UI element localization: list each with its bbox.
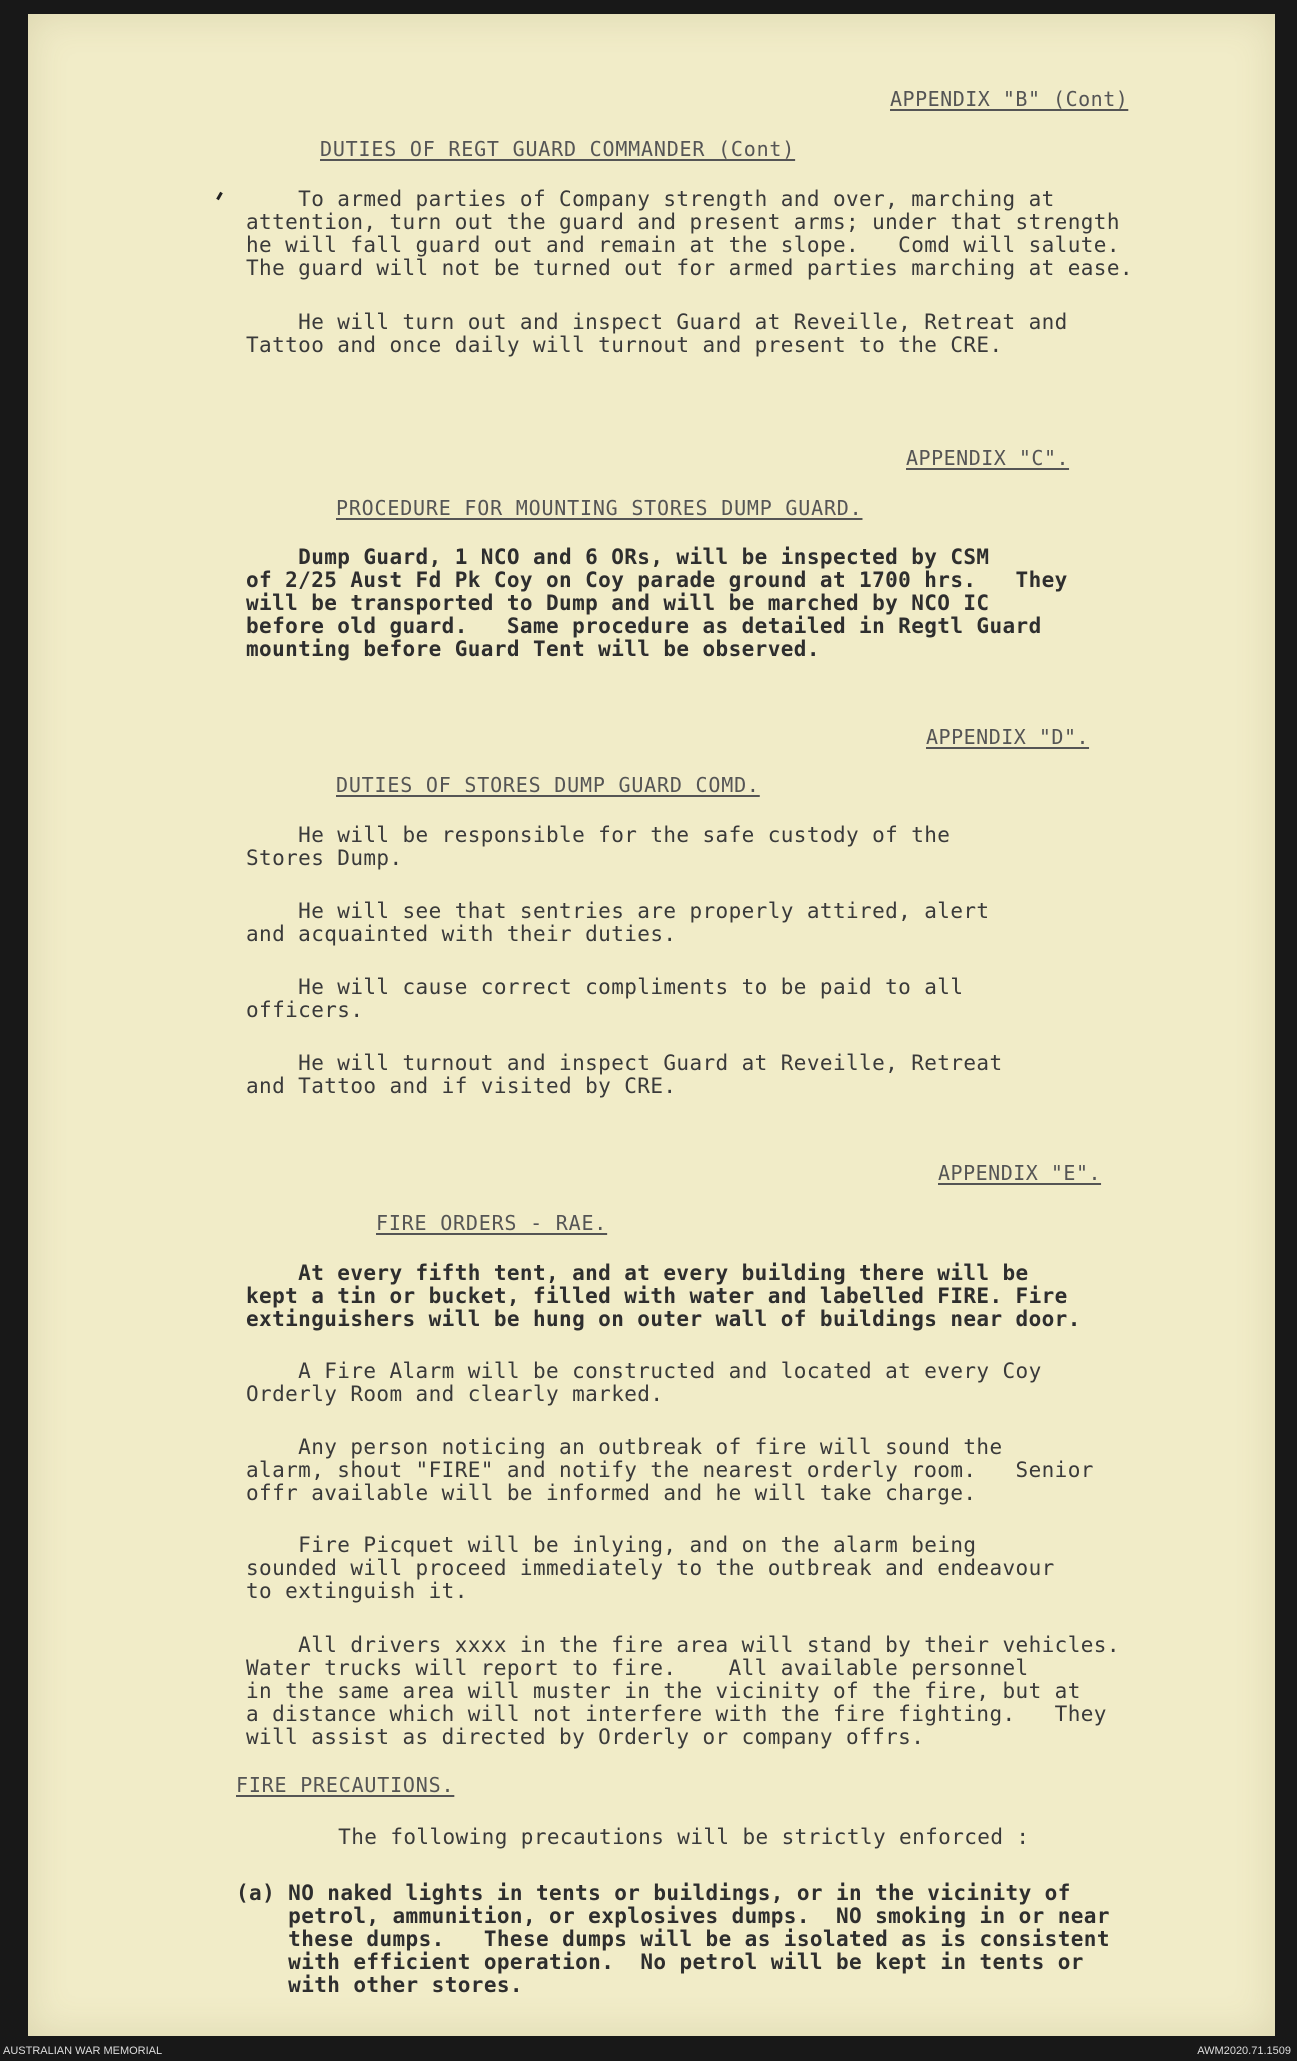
text-line: Dump Guard, 1 NCO and 6 ORs, will be inspected by CSM bbox=[246, 545, 990, 569]
text-line: Water trucks will report to fire. All available personnel bbox=[246, 1656, 1029, 1680]
text-line: Orderly Room and clearly marked. bbox=[246, 1382, 664, 1406]
document-page bbox=[28, 14, 1275, 2036]
appendix-b-label: APPENDIX "B" (Cont) bbox=[890, 87, 1129, 111]
text-line: The guard will not be turned out for armed parties marching at ease. bbox=[246, 256, 1133, 280]
fire-precautions-heading: FIRE PRECAUTIONS. bbox=[236, 1773, 455, 1797]
fire-precautions-intro: The following precautions will be strictly enforced : bbox=[286, 1825, 1030, 1849]
text-line: Stores Dump. bbox=[246, 846, 403, 870]
appendix-d-heading: DUTIES OF STORES DUMP GUARD COMD. bbox=[336, 773, 760, 797]
text-line: A Fire Alarm will be constructed and located at every Coy bbox=[246, 1359, 1042, 1383]
text-line: (a) NO naked lights in tents or buildings, or in the vicinity of bbox=[236, 1881, 1071, 1905]
text-line: he will fall guard out and remain at the slope. Comd will salute. bbox=[246, 233, 1120, 257]
text-line: to extinguish it. bbox=[246, 1579, 468, 1603]
appendix-c-heading: PROCEDURE FOR MOUNTING STORES DUMP GUARD. bbox=[336, 496, 863, 520]
text-line: officers. bbox=[246, 998, 364, 1022]
text-line: a distance which will not interfere with the fire fighting. They bbox=[246, 1702, 1107, 1726]
text-line: He will turn out and inspect Guard at Reveille, Retreat and bbox=[246, 310, 1068, 334]
footer-accession: AWM2020.71.1509 bbox=[1197, 2045, 1291, 2057]
text-line: of 2/25 Aust Fd Pk Coy on Coy parade ground at 1700 hrs. They bbox=[246, 568, 1068, 592]
text-line: He will be responsible for the safe custody of the bbox=[246, 823, 951, 847]
text-line: petrol, ammunition, or explosives dumps. NO smoking in or near bbox=[236, 1904, 1110, 1928]
text-line: attention, turn out the guard and present arms; under that strength bbox=[246, 210, 1120, 234]
text-line: with other stores. bbox=[236, 1973, 523, 1997]
appendix-c-label: APPENDIX "C". bbox=[906, 446, 1070, 470]
text-line: alarm, shout "FIRE" and notify the nearest orderly room. Senior bbox=[246, 1458, 1094, 1482]
text-line: Fire Picquet will be inlying, and on the alarm being bbox=[246, 1533, 977, 1557]
text-line: and Tattoo and if visited by CRE. bbox=[246, 1074, 677, 1098]
text-line: Tattoo and once daily will turnout and present to the CRE. bbox=[246, 333, 1003, 357]
ink-mark bbox=[216, 192, 223, 200]
text-line: kept a tin or bucket, filled with water and labelled FIRE. Fire bbox=[246, 1284, 1068, 1308]
appendix-e-heading: FIRE ORDERS - RAE. bbox=[376, 1211, 608, 1235]
footer-source: AUSTRALIAN WAR MEMORIAL bbox=[3, 2045, 163, 2057]
text-line: and acquainted with their duties. bbox=[246, 922, 677, 946]
text-line: He will cause correct compliments to be paid to all bbox=[246, 975, 964, 999]
text-line: offr available will be informed and he will take charge. bbox=[246, 1481, 977, 1505]
text-line: mounting before Guard Tent will be observed. bbox=[246, 637, 820, 661]
text-line: extinguishers will be hung on outer wall of buildings near door. bbox=[246, 1307, 1081, 1331]
appendix-e-label: APPENDIX "E". bbox=[938, 1161, 1102, 1185]
appendix-d-label: APPENDIX "D". bbox=[926, 725, 1090, 749]
text-line: All drivers xxxx in the fire area will stand by their vehicles. bbox=[246, 1633, 1120, 1657]
text-line: To armed parties of Company strength and over, marching at bbox=[246, 187, 1055, 211]
text-line: before old guard. Same procedure as detailed in Regtl Guard bbox=[246, 614, 1042, 638]
text-line: will assist as directed by Orderly or company offrs. bbox=[246, 1725, 925, 1749]
text-line: these dumps. These dumps will be as isolated as is consistent bbox=[236, 1927, 1110, 1951]
text-line: will be transported to Dump and will be marched by NCO IC bbox=[246, 591, 990, 615]
appendix-b-heading: DUTIES OF REGT GUARD COMMANDER (Cont) bbox=[320, 137, 796, 161]
text-line: He will turnout and inspect Guard at Reveille, Retreat bbox=[246, 1051, 1003, 1075]
text-line: Any person noticing an outbreak of fire will sound the bbox=[246, 1435, 1003, 1459]
text-line: with efficient operation. No petrol will be kept in tents or bbox=[236, 1950, 1084, 1974]
text-line: sounded will proceed immediately to the outbreak and endeavour bbox=[246, 1556, 1055, 1580]
text-line: At every fifth tent, and at every building there will be bbox=[246, 1261, 1029, 1285]
text-line: in the same area will muster in the vicinity of the fire, but at bbox=[246, 1679, 1081, 1703]
text-line: He will see that sentries are properly attired, alert bbox=[246, 899, 990, 923]
